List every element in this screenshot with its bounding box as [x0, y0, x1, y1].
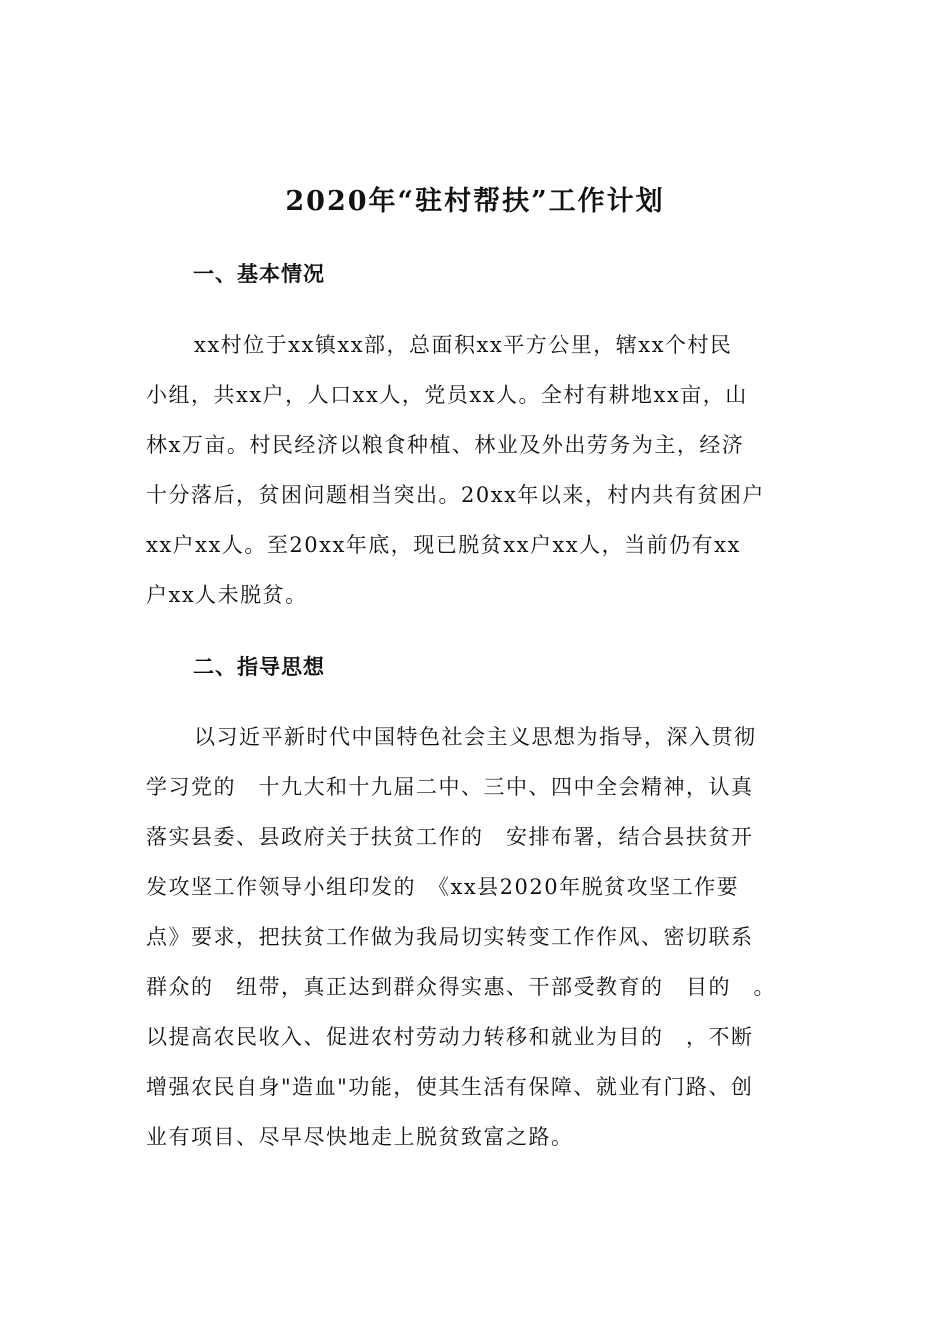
- text-line: 以提高农民收入、促进农村劳动力转移和就业为目的 ，不断: [146, 1025, 754, 1049]
- text-line: xx户xx人。至20xx年底，现已脱贫xx户xx人，当前仍有xx: [146, 533, 741, 557]
- text-line: 发攻坚工作领导小组印发的 《xx县2020年脱贫攻坚工作要: [146, 875, 740, 899]
- paragraph-basic-situation: [146, 320, 806, 620]
- text-line: 学习党的 十九大和十九届二中、三中、四中全会精神，认真: [146, 775, 754, 799]
- text-line: 点》要求，把扶贫工作做为我局切实转变工作作风、密切联系: [146, 925, 754, 949]
- text-line: 户xx人未脱贫。: [146, 583, 308, 607]
- text-line: xx村位于xx镇xx部，总面积xx平方公里，辖xx个村民: [194, 333, 733, 357]
- text-line: 林x万亩。村民经济以粮食种植、林业及外出劳务为主，经济: [146, 433, 745, 457]
- document-title: 2020年“驻村帮扶”工作计划: [285, 186, 665, 217]
- text-line: 落实县委、县政府关于扶贫工作的 安排布署，结合县扶贫开: [146, 825, 754, 849]
- text-line: 群众的 纽带，真正达到群众得实惠、干部受教育的 目的 。: [146, 975, 776, 999]
- text-line: 小组，共xx户，人口xx人，党员xx人。全村有耕地xx亩，山: [146, 383, 748, 407]
- text-line: 十分落后，贫困问题相当突出。20xx年以来，村内共有贫困户: [146, 483, 765, 507]
- text-line: 业有项目、尽早尽快地走上脱贫致富之路。: [146, 1125, 574, 1149]
- text-line: 以习近平新时代中国特色社会主义思想为指导，深入贯彻: [194, 725, 757, 749]
- section-heading-guiding-ideology: 二、指导思想: [193, 654, 325, 679]
- paragraph-guiding-ideology: [146, 712, 806, 1162]
- section-heading-basic-situation: 一、基本情况: [193, 261, 325, 286]
- text-line: 增强农民自身"造血"功能，使其生活有保障、就业有门路、创: [146, 1075, 754, 1099]
